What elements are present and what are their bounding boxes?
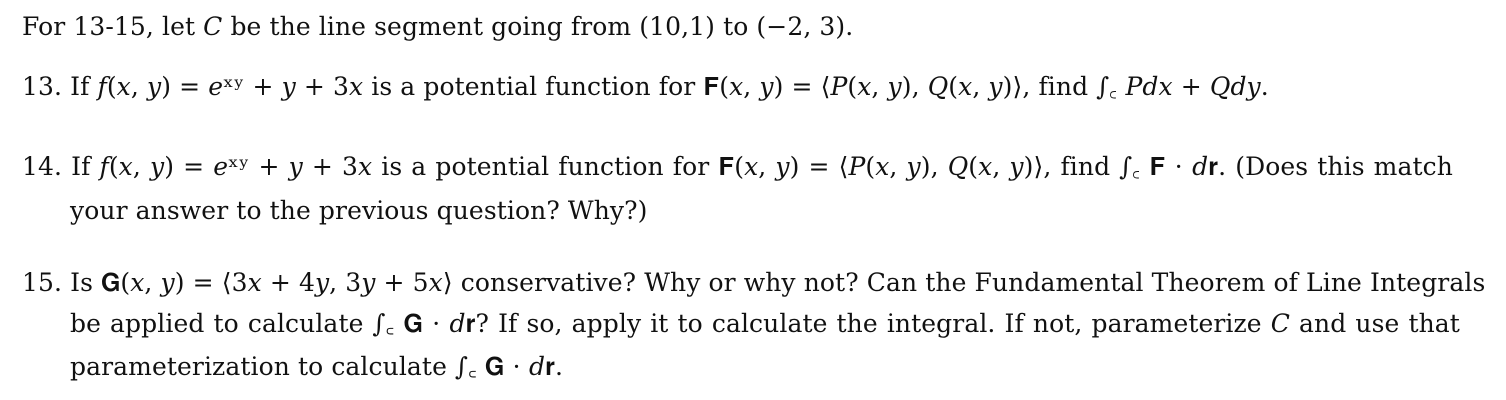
question-15-continuation-1 — [70, 309, 1460, 339]
intro-line: For 13-15, let 𝐶 be the line segment going from (10,1) to (−2, 3). — [22, 12, 854, 41]
question-14-line-1: 14. If 𝑓(𝑥, 𝑦) = 𝑒ˣʸ + 𝑦 + 3𝑥 is a potential function for 𝐅(𝑥, 𝑦) = ⟨𝑃(𝑥, 𝑦), 𝑄(𝑥, 𝑦)⟩, find ∫꜀ 𝐅 ⋅ 𝑑𝐫. (Does this match — [22, 152, 1453, 181]
intro-text — [22, 12, 853, 42]
question-14-continuation — [70, 196, 647, 226]
question-14-line-2: your answer to the previous question? Why?) — [70, 196, 648, 225]
question-13-line: 13. If 𝑓(𝑥, 𝑦) = 𝑒ˣʸ + 𝑦 + 3𝑥 is a potential function for 𝐅(𝑥, 𝑦) = ⟨𝑃(𝑥, 𝑦), 𝑄(𝑥, 𝑦)⟩, find ∫꜀ 𝑃𝑑𝑥 + 𝑄𝑑𝑦. — [22, 72, 1269, 101]
question-14 — [22, 152, 1453, 182]
question-13 — [22, 72, 1269, 102]
question-15-line-3: parameterization to calculate ∫꜀ 𝐆 ⋅ 𝑑𝐫. — [70, 352, 564, 381]
question-15 — [22, 268, 1485, 298]
question-15-line-1: 15. Is 𝐆(𝑥, 𝑦) = ⟨3𝑥 + 4𝑦, 3𝑦 + 5𝑥⟩ conservative? Why or why not? Can the Fundamental Theorem of Line Integrals — [22, 268, 1486, 297]
question-15-continuation-2 — [70, 352, 563, 382]
question-15-line-2: be applied to calculate ∫꜀ 𝐆 ⋅ 𝑑𝐫? If so, apply it to calculate the integral. If not, parameterize 𝐶 and use that — [70, 309, 1460, 338]
